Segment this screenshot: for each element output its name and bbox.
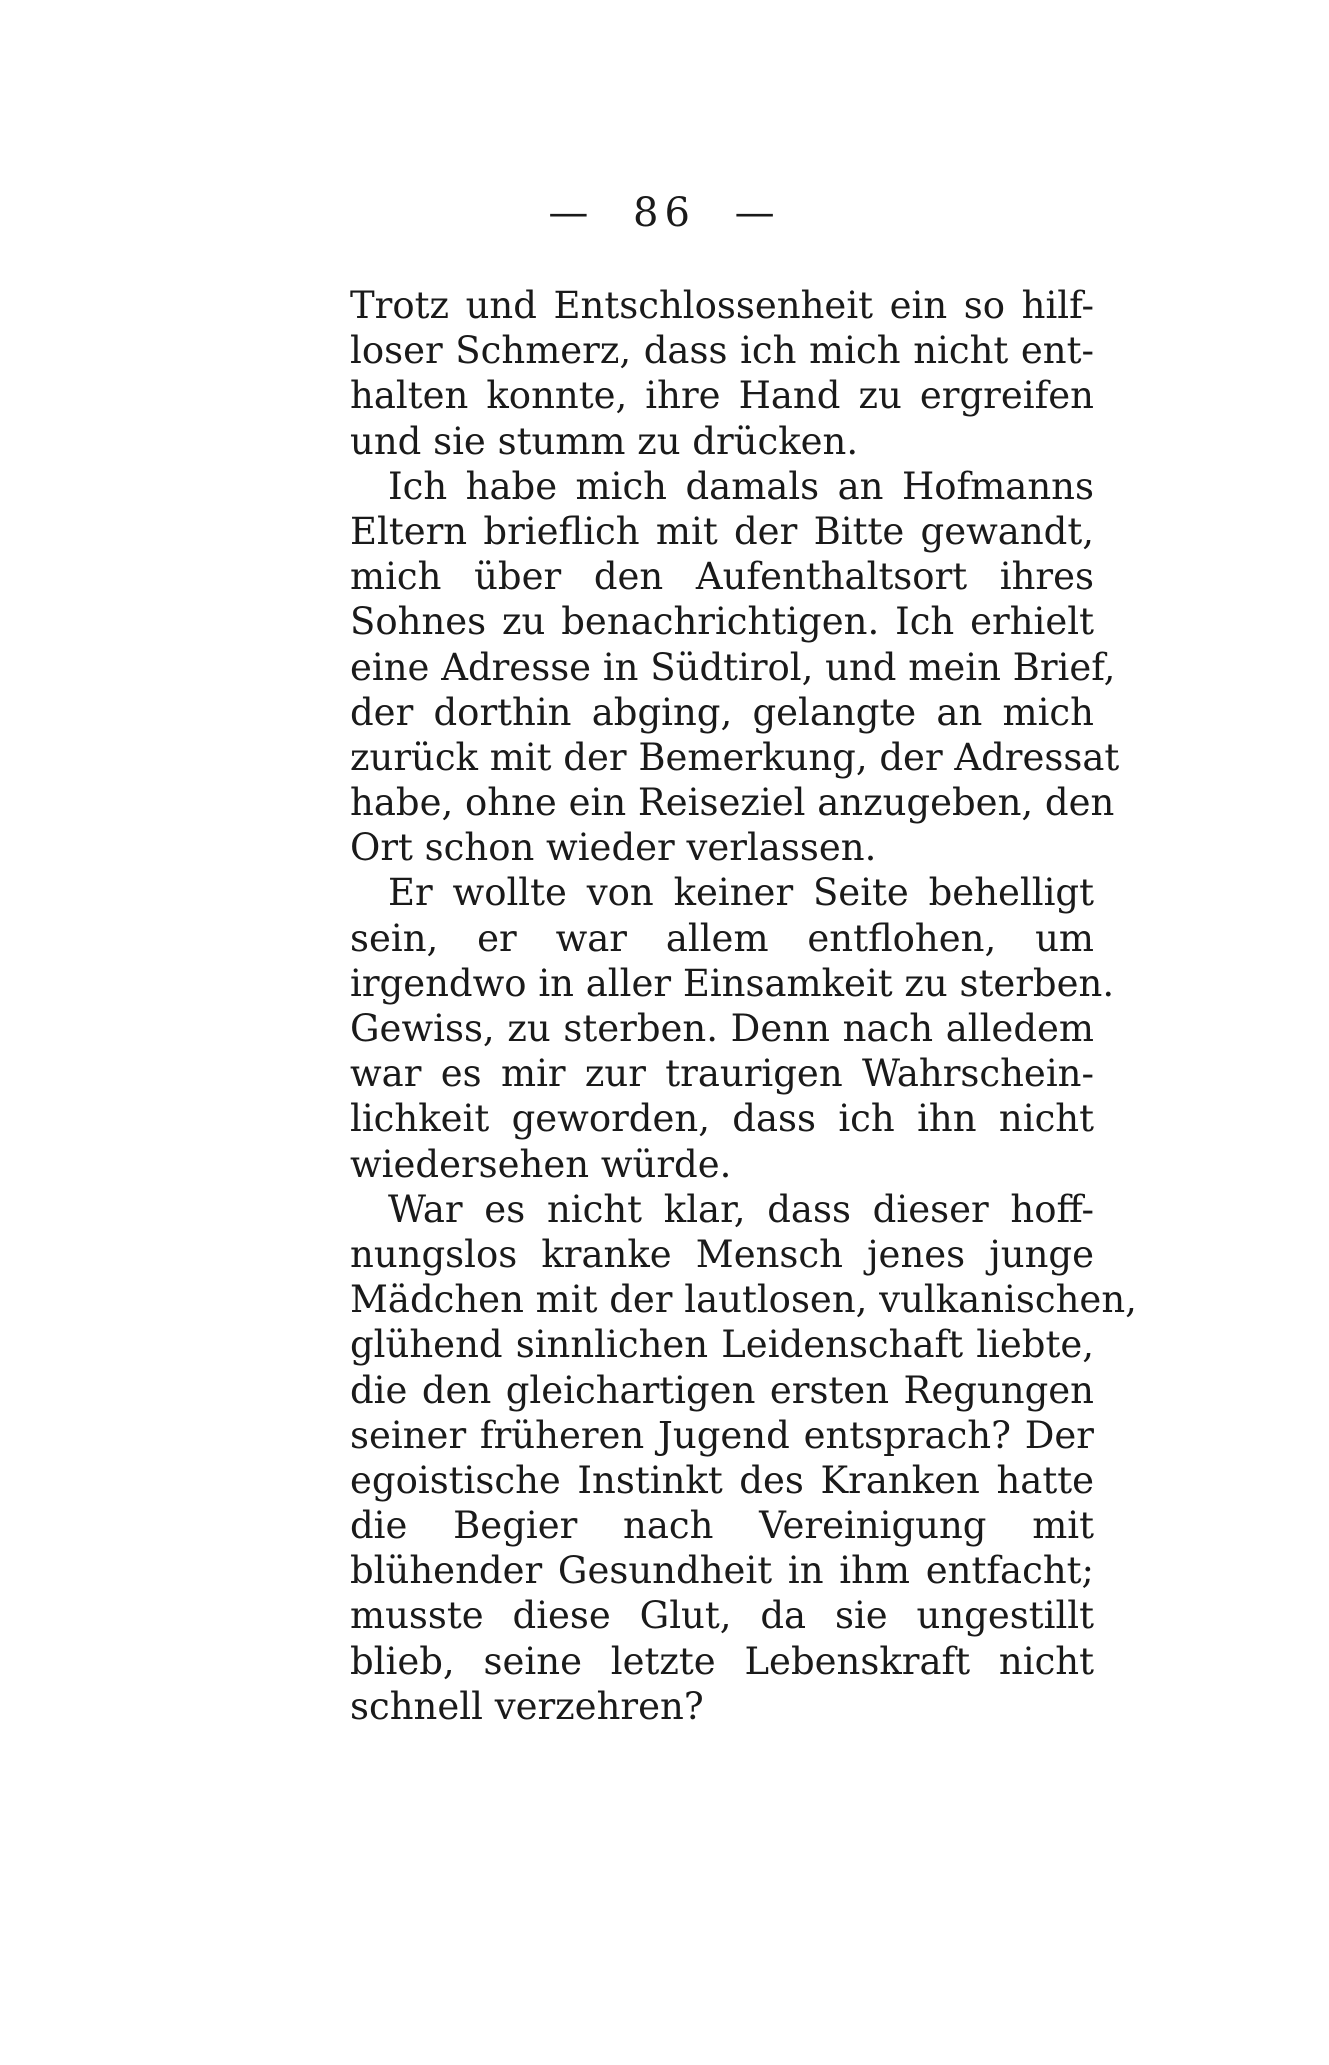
text-line: lichkeit geworden, dass ich ihn nicht [350, 1097, 1094, 1141]
body-text [350, 283, 1137, 1729]
text-line: schnell verzehren? [350, 1684, 704, 1728]
text-line: sein, er war allem entflohen, um [350, 916, 1094, 960]
text-line: wiedersehen würde. [350, 1142, 732, 1186]
text-line: nungslos kranke Mensch jenes junge [350, 1232, 1094, 1276]
text-line: Gewiss, zu sterben. Denn nach alledem [350, 1007, 1094, 1050]
text-line: egoistische Instinkt des Kranken hatte [350, 1458, 1094, 1502]
text-line: und sie stumm zu drücken. [350, 419, 859, 463]
text-line: eine Adresse in Südtirol, und mein Brief, [350, 645, 1116, 689]
text-line: loser Schmerz, dass ich mich nicht ent- [350, 329, 1094, 373]
text-line: Eltern brieflich mit der Bitte gewandt, [350, 509, 1094, 553]
text-line: Er wollte von keiner Seite behelligt [388, 871, 1094, 915]
text-line: blieb, seine letzte Lebenskraft nicht [350, 1639, 1094, 1683]
page-number: — 86 — [548, 190, 781, 236]
text-line: seiner früheren Jugend entsprach? Der [350, 1413, 1094, 1457]
text-line: halten konnte, ihre Hand zu ergreifen [350, 374, 1094, 418]
text-line: musste diese Glut, da sie ungestillt [350, 1594, 1094, 1638]
text-line: blühender Gesundheit in ihm entfacht; [350, 1549, 1094, 1593]
text-line: Ort schon wieder verlassen. [350, 826, 877, 870]
text-line: glühend sinnlichen Leidenschaft liebte, [350, 1323, 1094, 1367]
text-line: war es mir zur traurigen Wahrschein- [350, 1052, 1094, 1096]
text-line: Sohnes zu benachrichtigen. Ich erhielt [350, 600, 1094, 644]
text-line: Trotz und Entschlossenheit ein so hilf- [350, 284, 1094, 327]
text-line: irgendwo in aller Einsamkeit zu sterben. [350, 961, 1115, 1005]
text-line: der dorthin abging, gelangte an mich [350, 690, 1094, 734]
text-line: die den gleichartigen ersten Regungen [350, 1368, 1094, 1412]
text-line: mich über den Aufenthaltsort ihres [350, 555, 1094, 599]
text-line: zurück mit der Bemerkung, der Adressat [350, 735, 1120, 779]
text-line: Mädchen mit der lautlosen, vulkanischen, [350, 1278, 1137, 1322]
text-line: habe, ohne ein Reiseziel anzugeben, den [350, 781, 1115, 825]
text-line: die Begier nach Vereinigung mit [350, 1504, 1094, 1548]
text-line: Ich habe mich damals an Hofmanns [388, 464, 1094, 508]
text-line: War es nicht klar, dass dieser hoff- [388, 1187, 1094, 1231]
